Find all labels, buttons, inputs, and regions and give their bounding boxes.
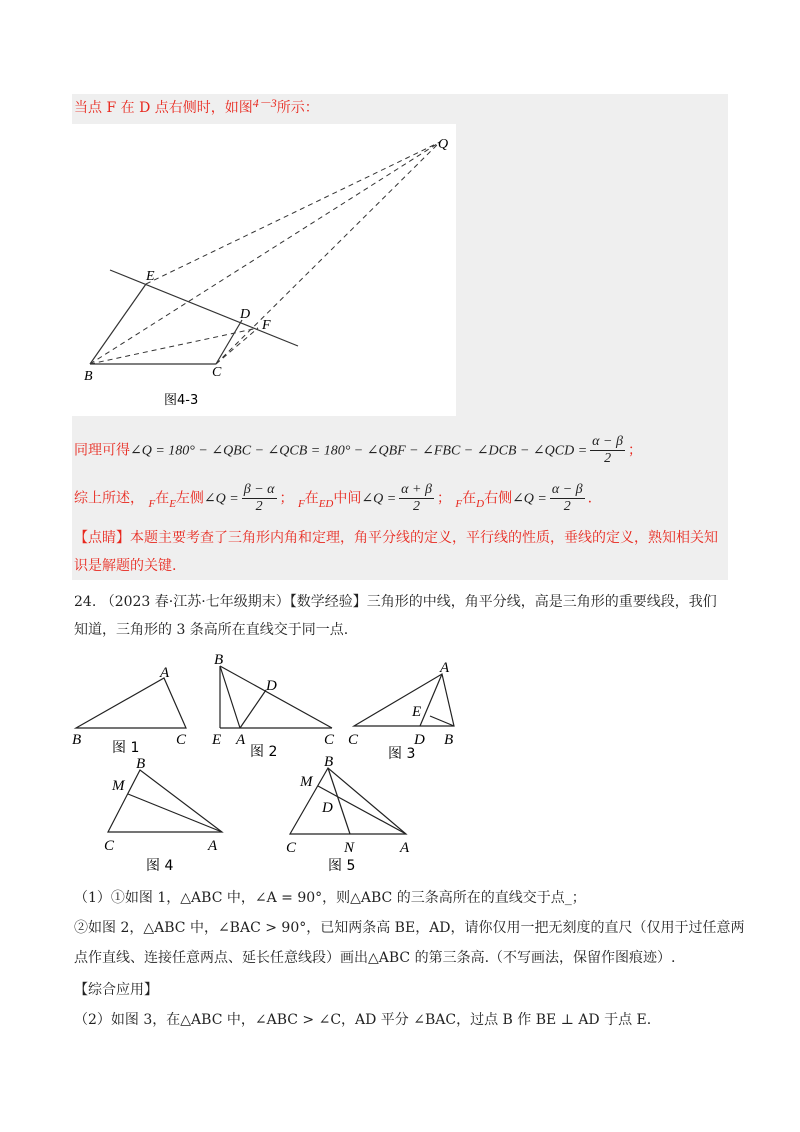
dash-cf [216,328,258,364]
fig2-caption: 图 2 [250,744,278,760]
fig2-label-a: A [236,732,246,748]
fig1-label-c: C [176,732,187,748]
fig5-label-d: D [322,800,333,816]
case2-fraction: $\frac{\alpha + \beta}{2}$ [401,482,432,514]
fig3-label-e: E [412,704,422,720]
fig5-label-a: A [400,840,410,856]
fig1-caption: 图 1 [112,740,140,756]
fig3-caption: 图 3 [388,746,416,762]
fig2-label-b: B [214,652,224,668]
fig4-label-c: C [104,838,115,854]
fig2-lines [220,666,332,728]
comment-line-2: 识是解题的关键. [74,558,177,574]
figure-4-3 [72,124,456,416]
fig5-label-c: C [286,840,297,856]
fig1-triangle [76,678,186,728]
figure-4-3-diagram [72,124,456,416]
fig2-label-d: D [266,678,277,694]
dash-cq [216,142,440,364]
q2-line-1: （2）如图 3，在△ABC 中，∠ABC > ∠C，AD 平分 ∠BAC，过点 B 作 BE ⊥ AD 于点 E. [74,1012,652,1028]
fig1-label-b: B [72,732,82,748]
fig2-label-c: C [324,732,335,748]
fig5-caption: 图 5 [328,858,356,874]
line-ef [110,270,298,346]
fig4-label-b: B [136,756,146,772]
section-heading: 【综合应用】 [74,982,158,998]
fig3-label-b: B [444,732,454,748]
fig5-label-m: M [300,774,313,790]
summary-line: 综上所述， $_F$在$_E$左侧∠Q = $\frac{\beta - \alpha}{2}$ ； $_F$在$_{ED}$中间∠Q = $\frac{\alpha + \beta}{2}$ ； $_F$在$_D$右侧∠Q = $\frac{\alpha - \beta}{2}$ . [74,482,593,514]
q1-line-3: 点作直线、连接任意两点、延长任意线段）画出△ABC 的第三条高.（不写画法，保留作图痕迹）. [74,950,676,966]
fig3-label-a: A [440,660,450,676]
comment-line-1: 【点睛】本题主要考查了三角形内角和定理，角平分线的定义，平行线的性质，垂线的定义，熟知相关知 [74,530,718,546]
case1-fraction: $\frac{\beta - \alpha}{2}$ [243,482,275,514]
fig5-label-b: B [324,754,334,770]
dash-bf [90,328,258,364]
fig5-label-n: N [344,840,355,856]
label-d: D [240,307,251,322]
fig4-label-a: A [208,838,218,854]
fig4-caption: 图 4 [146,858,174,874]
similarly-formula: ∠Q = 180° − ∠QBC − ∠QCB = 180° − ∠QBF − ∠FBC − ∠DCB − ∠QCD = [130,443,588,459]
label-f: F [262,318,271,333]
fig1-label-a: A [160,665,170,681]
label-b: B [84,369,93,384]
fig4-label-m: M [112,778,125,794]
figure-caption: 图4-3 [164,393,199,408]
segment-be [90,284,146,364]
label-c: C [212,365,222,380]
problem-24-line-2: 知道，三角形的 3 条高所在直线交于同一点. [74,622,349,638]
fig3-label-c: C [348,732,359,748]
intro-line: 当点 F 在 D 点右侧时，如图4－3所示： [74,96,319,116]
similarly-fraction: $\frac{\alpha - \beta}{2}$ [592,434,623,466]
label-q: Q [438,137,449,152]
fig4-lines [108,770,222,832]
label-e: E [146,269,155,284]
problem-24-figures [60,644,480,874]
dash-eq [146,142,440,284]
fig3-lines [354,674,454,726]
q1-line-1: （1）①如图 1，△ABC 中，∠A = 90°，则△ABC 的三条高所在的直线交于点_； [74,890,586,906]
fig2-label-e: E [212,732,222,748]
fig3-label-d: D [414,732,425,748]
case3-fraction: $\frac{\alpha - \beta}{2}$ [551,482,583,514]
q1-line-2: ②如图 2，△ABC 中，∠BAC > 90°，已知两条高 BE，AD，请你仅用一把无刻度的直尺（仅用于过任意两 [74,920,745,936]
similarly-line: 同理可得∠Q = 180° − ∠QBC − ∠QCB = 180° − ∠QBF − ∠FBC − ∠DCB − ∠QCD = $\frac{\alpha - \beta}{2}$ ； [74,434,642,466]
problem-24-line-1: 24. （2023 春·江苏·七年级期末）【数学经验】三角形的中线，角平分线，高是三角形的重要线段，我们 [74,594,717,610]
